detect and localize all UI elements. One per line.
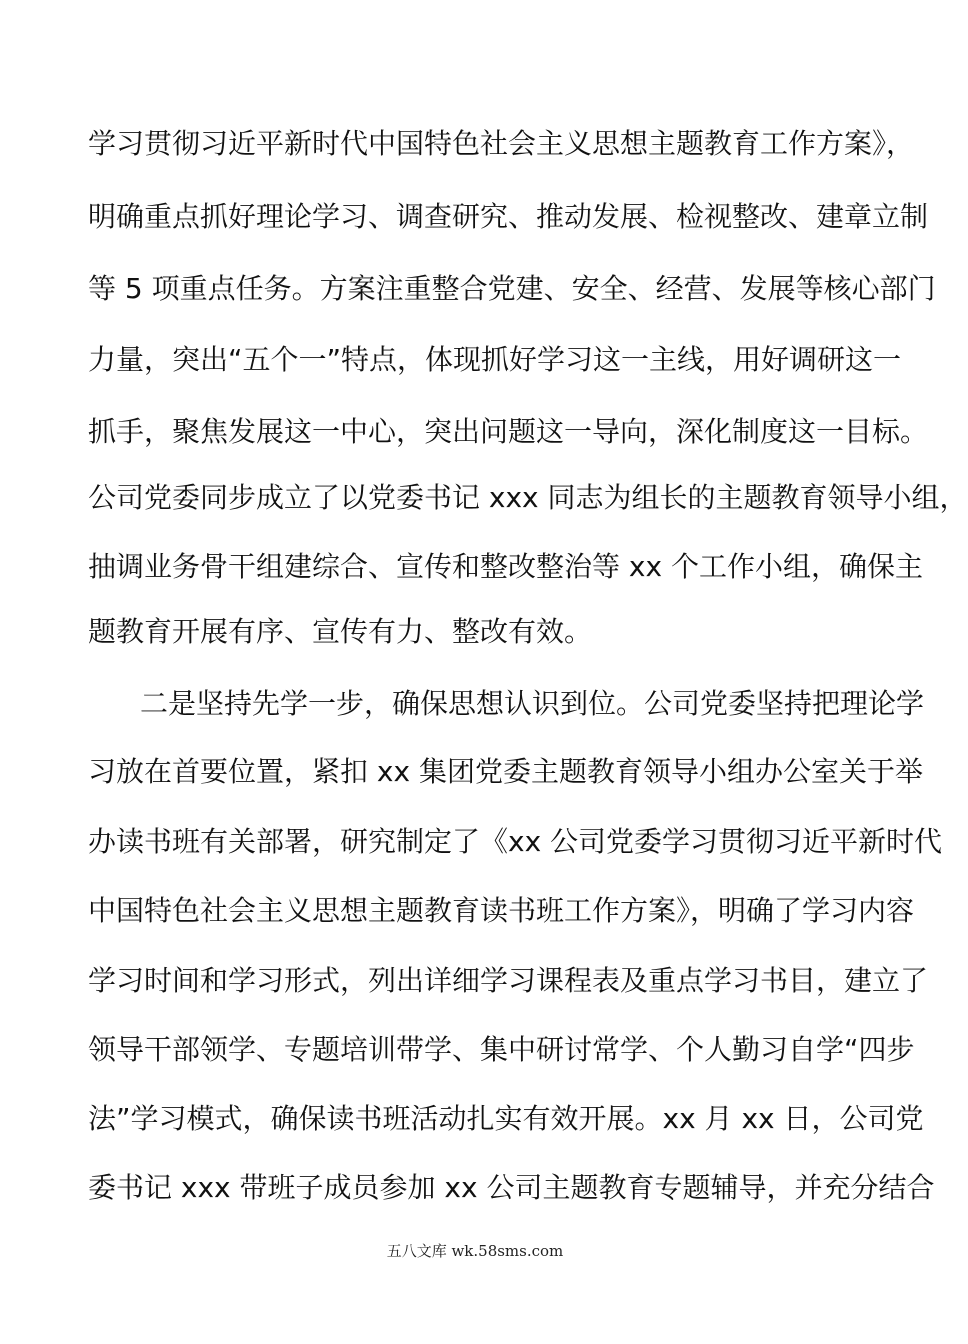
text-line: 明确重点抓好理论学习、调查研究、推动发展、检视整改、建章立制 <box>88 200 929 233</box>
text-line: 题教育开展有序、宣传有力、整改有效。 <box>88 615 593 648</box>
text-line: 等 5 项重点任务。方案注重整合党建、安全、经营、发展等核心部门 <box>88 272 936 305</box>
text-line: 学习贯彻习近平新时代中国特色社会主义思想主题教育工作方案》， <box>88 127 915 160</box>
text-line: 中国特色社会主义思想主题教育读书班工作方案》，明确了学习内容 <box>88 894 915 927</box>
text-line: 办读书班有关部署，研究制定了《xx 公司党委学习贯彻习近平新时代 <box>88 825 943 858</box>
text-line: 公司党委同步成立了以党委书记 xxx 同志为组长的主题教育领导小组， <box>88 481 968 514</box>
text-line: 学习时间和学习形式，列出详细学习课程表及重点学习书目，建立了 <box>88 964 929 997</box>
text-line: 抓手，聚焦发展这一中心，突出问题这一导向，深化制度这一目标。 <box>88 415 929 448</box>
text-line: 领导干部领学、专题培训带学、集中研讨常学、个人勤习自学“四步 <box>88 1033 915 1066</box>
text-line: 习放在首要位置，紧扣 xx 集团党委主题教育领导小组办公室关于举 <box>88 755 923 788</box>
paragraph-first-line: 二是坚持先学一步，确保思想认识到位。公司党委坚持把理论学 <box>140 687 925 720</box>
footer-watermark: 五八文库 wk.58sms.com <box>386 1242 564 1260</box>
text-line: 法”学习模式，确保读书班活动扎实有效开展。xx 月 xx 日，公司党 <box>88 1102 924 1135</box>
text-line: 力量，突出“五个一”特点，体现抓好学习这一主线，用好调研这一 <box>88 343 902 376</box>
text-line: 抽调业务骨干组建综合、宣传和整改整治等 xx 个工作小组，确保主 <box>88 550 923 583</box>
text-line: 委书记 xxx 带班子成员参加 xx 公司主题教育专题辅导，并充分结合 <box>88 1171 935 1204</box>
